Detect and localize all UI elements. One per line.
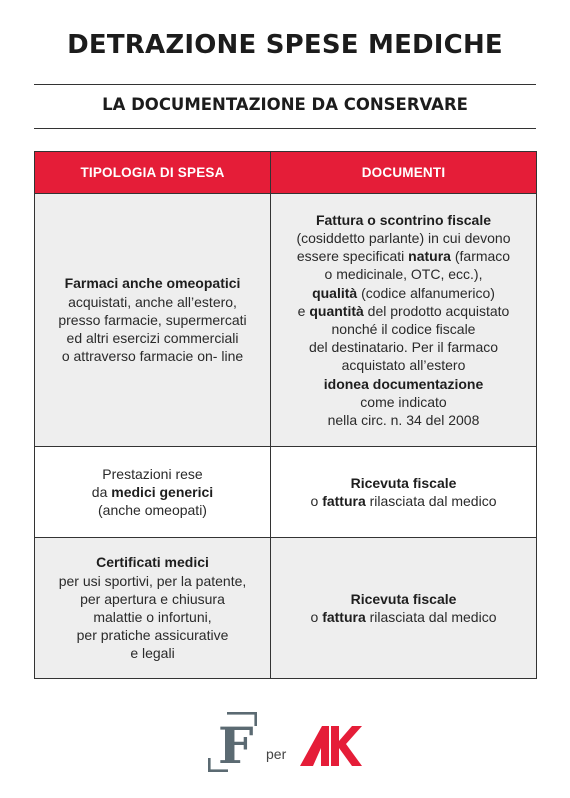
column-header-documenti: DOCUMENTI (271, 152, 537, 194)
table-row (35, 447, 537, 538)
column-header-tipologia: TIPOLOGIA DI SPESA (35, 152, 271, 194)
ak-brand-logo-icon (300, 722, 364, 768)
cell-tipologia-certificati: Certificati medici per usi sportivi, per la patente, per apertura e chiusura malattie o infortuni, per pratiche assicurative e legali (35, 538, 271, 679)
page-subtitle: LA DOCUMENTAZIONE DA CONSERVARE (102, 95, 468, 114)
table-row (35, 538, 537, 679)
cell-documenti-medici-generici: Ricevuta fiscale o fattura rilasciata dal medico (271, 447, 537, 538)
cell-documenti-farmaci: Fattura o scontrino fiscale (cosiddetto parlante) in cui devono essere specificati natura (farmaco o medicinale, OTC, ecc.), qualità (codice alfanumerico) e quantità del prodotto acquistato nonché il codice fiscale del destinatario. Per il farmaco acquistato all’estero idonea documentazione come indicato nella circ. n. 34 del 2008 (271, 194, 537, 447)
footer-logos (0, 712, 570, 776)
cell-tipologia-medici-generici: Prestazioni rese da medici generici (anche omeopati) (35, 447, 271, 538)
title-divider-top (34, 84, 536, 85)
f-brand-logo-icon (207, 712, 263, 774)
table-header-row (35, 152, 537, 194)
page-title: DETRAZIONE SPESE MEDICHE (67, 30, 503, 60)
documentation-table (34, 151, 537, 679)
cell-documenti-certificati: Ricevuta fiscale o fattura rilasciata dal medico (271, 538, 537, 679)
title-divider-bottom (34, 128, 536, 129)
table-row (35, 194, 537, 447)
logo-connector-text: per (266, 746, 287, 762)
cell-tipologia-farmaci: Farmaci anche omeopatici acquistati, anche all’estero, presso farmacie, supermercati ed altri esercizi commerciali o attraverso farmacie on- line (35, 194, 271, 447)
f-brand-logo-letter: F (218, 716, 254, 774)
